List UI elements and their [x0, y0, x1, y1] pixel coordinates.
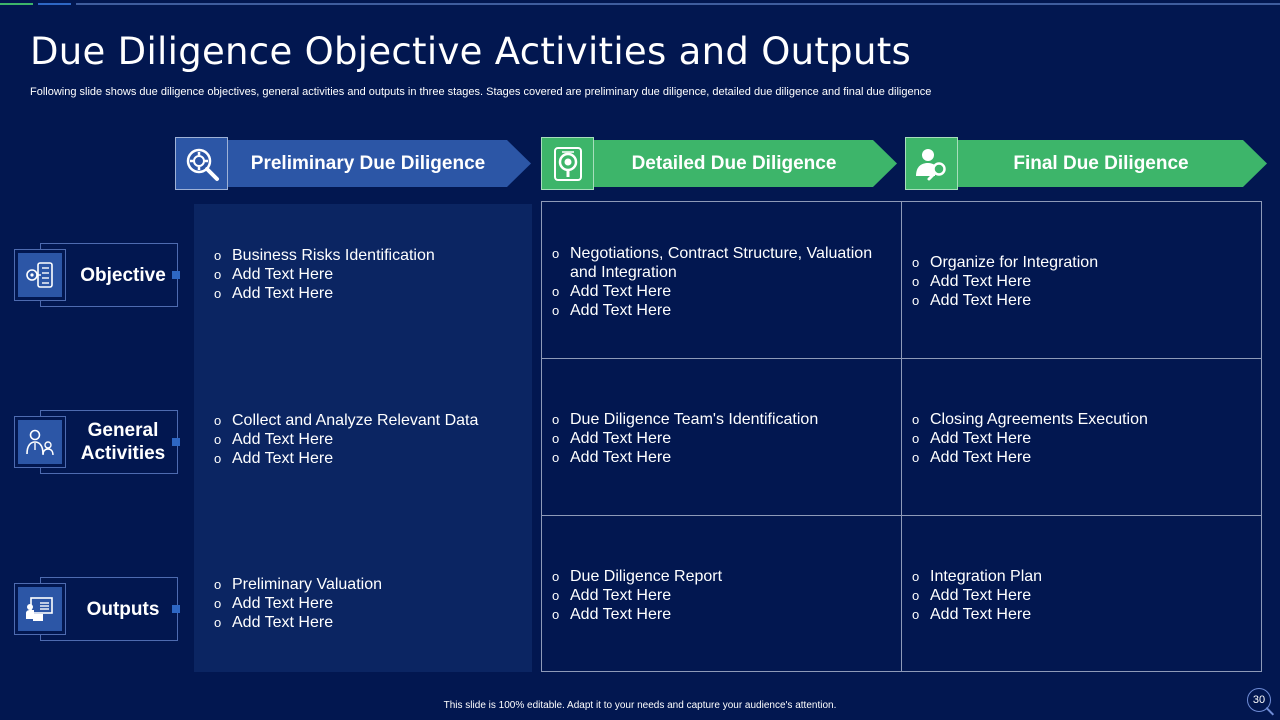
search-gear-icon [175, 137, 228, 190]
list-item: o Add Text Here [552, 605, 882, 624]
row-label-outputs [14, 577, 178, 641]
list-item: o Preliminary Valuation [214, 575, 514, 594]
list-item: o Negotiations, Contract Structure, Valuation and Integration [552, 244, 882, 282]
cell-objective-final [912, 253, 1242, 310]
list-item: o Closing Agreements Execution [912, 410, 1242, 429]
cell-activities-final [912, 410, 1242, 467]
cell-objective-preliminary [214, 246, 514, 303]
top-accent-blue [38, 3, 71, 5]
stage-header-detailed [541, 137, 897, 190]
row-icon-frame [14, 249, 66, 301]
row-icon-frame [14, 583, 66, 635]
list-item: o Add Text Here [912, 272, 1242, 291]
list-item: o Business Risks Identification [214, 246, 514, 265]
list-item: o Add Text Here [214, 265, 514, 284]
list-item: o Due Diligence Report [552, 567, 882, 586]
slide-footer: This slide is 100% editable. Adapt it to your needs and capture your audience's attention. [443, 700, 837, 711]
cell-outputs-final [912, 567, 1242, 624]
stage-label: Preliminary Due Diligence [250, 153, 486, 174]
cell-activities-detailed [552, 410, 882, 467]
list-item: o Add Text Here [912, 448, 1242, 467]
grid-row-divider [541, 515, 1262, 516]
list-item: o Add Text Here [912, 605, 1242, 624]
list-item: o Add Text Here [912, 586, 1242, 605]
stage-header-preliminary [175, 137, 531, 190]
row-connector-dot [172, 605, 180, 613]
user-search-icon [905, 137, 958, 190]
row-label-text: Outputs [86, 598, 160, 620]
grid-column-divider [901, 201, 902, 672]
top-accent-green [0, 3, 33, 5]
stage-header-final [905, 137, 1267, 190]
row-connector-dot [172, 438, 180, 446]
list-item: o Add Text Here [912, 291, 1242, 310]
checklist-icon [18, 253, 62, 297]
presentation-board-icon [18, 587, 62, 631]
stage-label: Detailed Due Diligence [631, 153, 837, 174]
list-item: o Add Text Here [552, 448, 882, 467]
list-item: o Integration Plan [912, 567, 1242, 586]
magnifier-document-icon [541, 137, 594, 190]
list-item: o Add Text Here [214, 284, 514, 303]
list-item: o Add Text Here [214, 430, 514, 449]
row-label-text: Objective [80, 264, 166, 286]
cell-objective-detailed [552, 244, 882, 320]
stage-label: Final Due Diligence [1013, 153, 1189, 174]
row-label-objective [14, 243, 178, 307]
slide-title: Due Diligence Objective Activities and Outputs [30, 30, 912, 73]
list-item: o Add Text Here [552, 282, 882, 301]
row-icon-frame [14, 416, 66, 468]
cell-outputs-preliminary [214, 575, 514, 632]
page-number: 30 [1247, 688, 1271, 712]
row-connector-dot [172, 271, 180, 279]
list-item: o Organize for Integration [912, 253, 1242, 272]
list-item: o Add Text Here [912, 429, 1242, 448]
team-meeting-icon [18, 420, 62, 464]
row-label-text: General Activities [80, 420, 166, 464]
slide-subtitle: Following slide shows due diligence objectives, general activities and outputs in three stages. Stages covered are preliminary due diligence, detailed due diligence and final due diligence [30, 86, 932, 98]
list-item: o Add Text Here [214, 449, 514, 468]
cell-outputs-detailed [552, 567, 882, 624]
list-item: o Add Text Here [552, 301, 882, 320]
list-item: o Collect and Analyze Relevant Data [214, 411, 514, 430]
list-item: o Add Text Here [214, 594, 514, 613]
grid-row-divider [541, 358, 1262, 359]
list-item: o Add Text Here [214, 613, 514, 632]
cell-activities-preliminary [214, 411, 514, 468]
list-item: o Add Text Here [552, 586, 882, 605]
list-item: o Due Diligence Team's Identification [552, 410, 882, 429]
row-label-general-activities [14, 410, 178, 474]
list-item: o Add Text Here [552, 429, 882, 448]
top-accent-line [76, 3, 1280, 5]
